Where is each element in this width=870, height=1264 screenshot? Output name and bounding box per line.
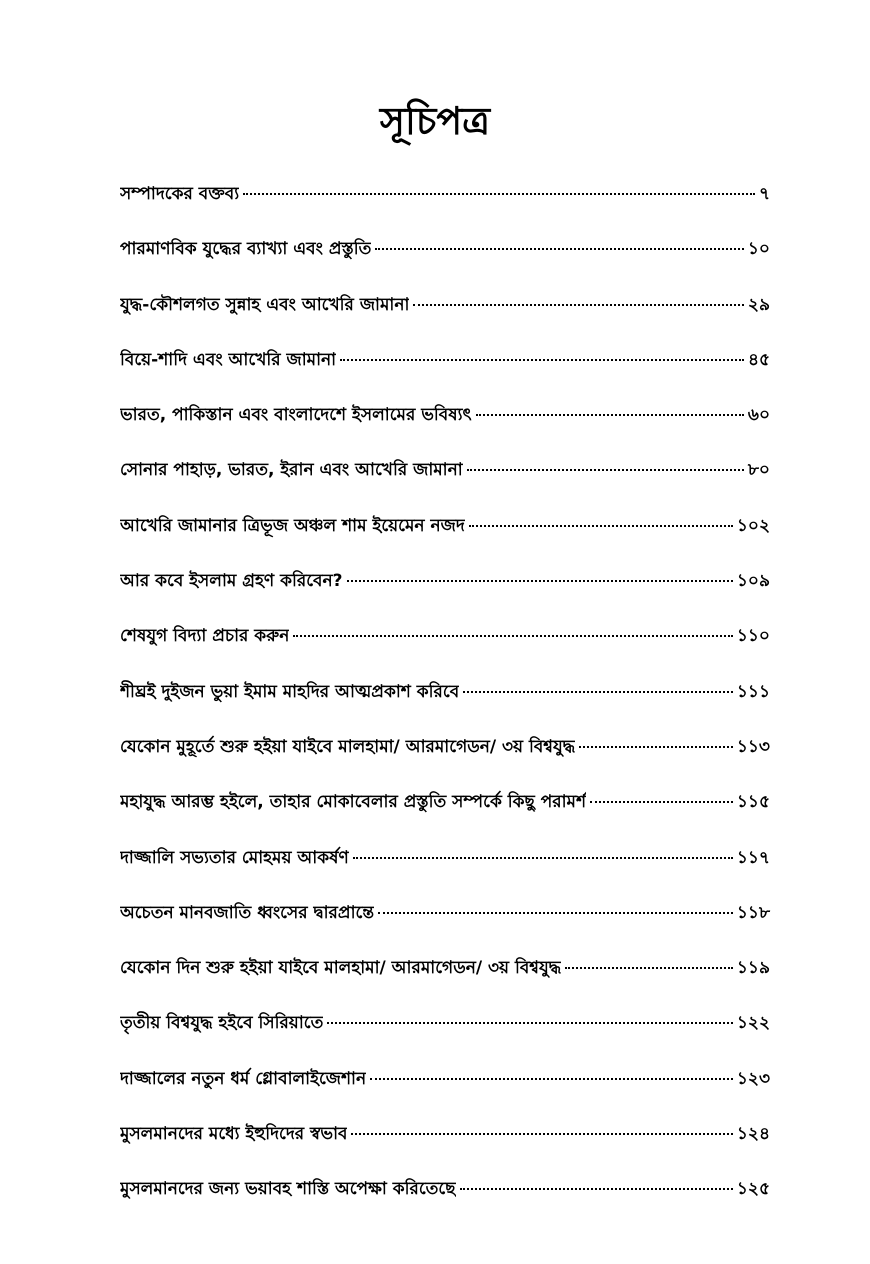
toc-entry (120, 1112, 770, 1167)
dot-leader (469, 524, 733, 527)
dot-leader (467, 468, 744, 471)
dot-leader (565, 966, 733, 969)
toc-entry-title: সম্পাদকের বক্তব্য (120, 184, 240, 204)
toc-entry (120, 780, 770, 835)
toc-entry-title: আর কবে ইসলাম গ্রহণ করিবেন? (120, 571, 343, 592)
dot-leader (463, 690, 733, 693)
toc-entry (120, 836, 770, 891)
dot-leader (340, 358, 744, 361)
dot-leader (293, 634, 733, 637)
toc-entry-page: ১২৫ (736, 1179, 770, 1200)
toc-entry (120, 338, 770, 393)
toc-entry-title: দাজ্জালের নতুন ধর্ম গ্লোবালাইজেশান (120, 1068, 367, 1089)
page-title: সূচিপত্র (379, 99, 491, 143)
toc-entry (120, 283, 770, 338)
toc-entry (120, 946, 770, 1001)
dot-leader (375, 247, 744, 250)
toc-entry-page: ১২২ (736, 1013, 770, 1034)
toc-entry (120, 448, 770, 503)
toc-entry-title: তৃতীয় বিশ্বযুদ্ধ হইবে সিরিয়াতে (120, 1013, 324, 1034)
toc-entry-title: অচেতন মানবজাতি ধ্বংসের দ্বারপ্রান্তে (120, 902, 375, 923)
dot-leader (413, 303, 744, 306)
dot-leader (351, 1132, 732, 1135)
dot-leader (370, 1077, 733, 1080)
dot-leader (460, 1187, 733, 1190)
table-of-contents (120, 172, 770, 1223)
toc-entry (120, 614, 770, 669)
toc-entry (120, 504, 770, 559)
toc-entry-page: ৪৫ (747, 349, 770, 370)
toc-entry-page: ২৯ (747, 294, 770, 315)
toc-entry-title: যেকোন দিন শুরু হইয়া যাইবে মালহামা/ আরমাগেডন/ ৩য় বিশ্বযুদ্ধ (120, 958, 562, 979)
dot-leader (327, 1021, 733, 1024)
toc-entry-page: ১১৯ (736, 958, 770, 979)
toc-entry-page: ১১৭ (736, 847, 770, 868)
toc-entry-page: ১০২ (736, 515, 770, 536)
toc-entry-page: ১১০ (736, 626, 770, 647)
toc-entry-title: মুসলমানদের মধ্যে ইহুদিদের স্বভাব (120, 1124, 348, 1145)
toc-entry-page: ১২৩ (736, 1068, 770, 1089)
toc-entry-title: শীঘ্রই দুইজন ভুয়া ইমাম মাহদির আত্মপ্রকাশ করিবে (120, 681, 460, 702)
toc-entry-title: মহাযুদ্ধ আরম্ভ হইলে, তাহার মোকাবেলার প্রস্তুতি সম্পর্কে কিছু পরামর্শ (120, 792, 587, 813)
toc-entry-title: ভারত, পাকিস্তান এবং বাংলাদেশে ইসলামের ভবিষ্যৎ (120, 405, 472, 426)
dot-leader (590, 800, 733, 803)
toc-entry-page: ১২৪ (736, 1124, 770, 1145)
toc-entry (120, 559, 770, 614)
toc-entry-title: সোনার পাহাড়, ভারত, ইরান এবং আখেরি জামানা (120, 460, 463, 481)
dot-leader (347, 579, 733, 582)
toc-entry-title: বিয়ে-শাদি এবং আখেরি জামানা (120, 349, 337, 370)
toc-entry (120, 670, 770, 725)
toc-entry-title: যুদ্ধ-কৌশলগত সুন্নাহ এবং আখেরি জামানা (120, 294, 410, 315)
dot-leader (476, 413, 744, 416)
toc-entry (120, 1057, 770, 1112)
toc-entry (120, 1167, 770, 1222)
toc-entry (120, 1001, 770, 1056)
toc-entry-page: ১০৯ (736, 571, 770, 592)
toc-entry-page: ১১৩ (736, 736, 770, 757)
toc-entry (120, 891, 770, 946)
toc-entry (120, 393, 770, 448)
dot-leader (579, 745, 733, 748)
toc-entry-title: শেষযুগ বিদ্যা প্রচার করুন (120, 626, 290, 647)
dot-leader (378, 911, 733, 914)
toc-entry-page: ১১৫ (736, 792, 770, 813)
toc-entry-page: ৬০ (747, 405, 770, 426)
toc-entry-page: ১১১ (736, 681, 770, 702)
toc-entry-page: ১০ (747, 239, 770, 260)
dot-leader (353, 856, 733, 859)
toc-entry-title: দাজ্জালি সভ্যতার মোহময় আকর্ষণ (120, 847, 349, 868)
toc-entry-title: মুসলমানদের জন্য ভয়াবহ শাস্তি অপেক্ষা করিতেছে (120, 1179, 456, 1200)
toc-entry-page: ১১৮ (736, 902, 770, 923)
toc-entry-title: পারমাণবিক যুদ্ধের ব্যাখ্যা এবং প্রস্তুতি (120, 239, 372, 260)
toc-entry-title: যেকোন মুহূর্তে শুরু হইয়া যাইবে মালহামা/ আরমাগেডন/ ৩য় বিশ্বযুদ্ধ (120, 736, 576, 757)
toc-entry-page: ৭ (758, 184, 770, 204)
toc-entry-page: ৮০ (747, 460, 770, 481)
dot-leader (243, 192, 755, 195)
toc-entry (120, 172, 770, 227)
toc-entry (120, 227, 770, 282)
toc-entry (120, 725, 770, 780)
toc-entry-title: আখেরি জামানার ত্রিভূজ অঞ্চল শাম ইয়েমেন নজদ (120, 515, 465, 536)
